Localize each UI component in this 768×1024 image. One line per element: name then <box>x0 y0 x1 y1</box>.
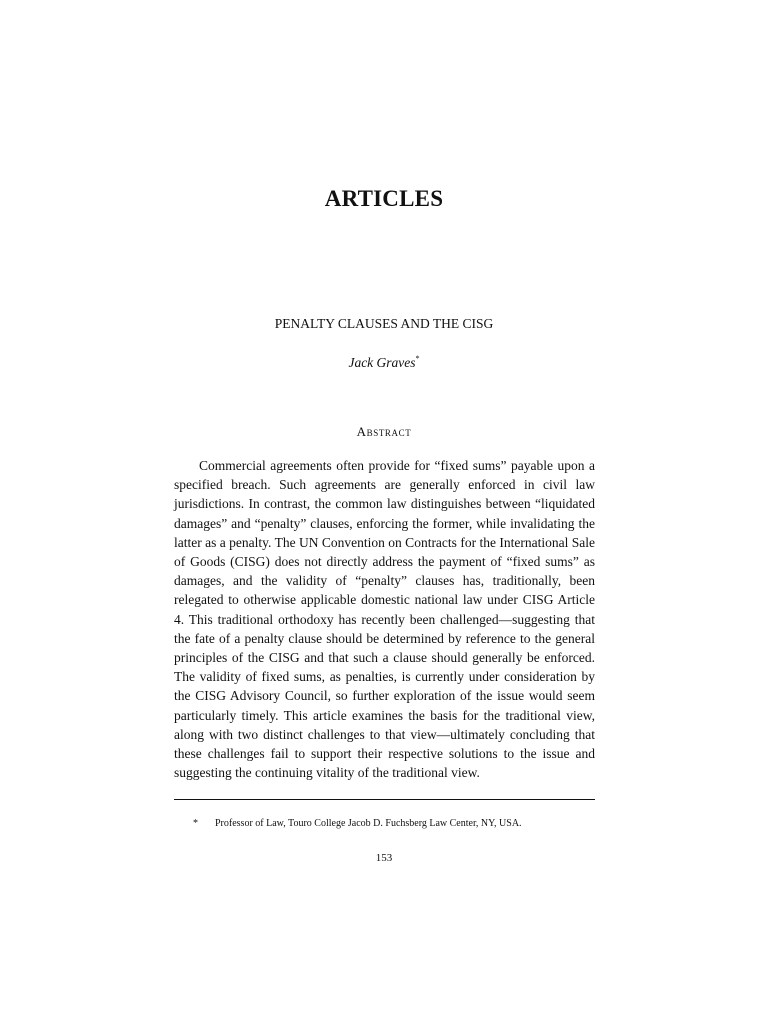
article-title: PENALTY CLAUSES AND THE CISG <box>274 316 494 331</box>
footnote-divider <box>174 799 595 800</box>
author-footnote-mark: * <box>415 354 420 363</box>
section-heading: ARTICLES <box>324 186 444 211</box>
author-line <box>0 354 768 371</box>
abstract-heading: Abstract <box>356 424 412 439</box>
author-name: Jack Graves <box>348 355 416 370</box>
footnote-text: Professor of Law, Touro College Jacob D. Fuchsberg Law Center, NY, USA. <box>215 818 522 829</box>
abstract-text: Commercial agreements often provide for “fixed sums” payable upon a specified breach. Such agreements are generally enforced in civil law jurisdictions. In contrast, the common law distinguishes between “liquidated damages” and “penalty” clauses, enforcing the former, while invalidating the latter as a penalty. The UN Convention on Contracts for the International Sale of Goods (CISG) does not directly address the payment of “fixed sums” as damages, and the validity of “penalty” clauses has, traditionally, been relegated to otherwise applicable domestic national law under CISG Article 4. This traditional orthodoxy has recently been challenged—suggesting that the fate of a penalty clause should be determined by reference to the general principles of the CISG and that such a clause should generally be enforced. The validity of fixed sums, as penalties, is currently under consideration by the CISG Advisory Council, so further exploration of the issue would seem particularly timely. This article examines the basis for the traditional view, along with two distinct challenges to that view—ultimately concluding that these challenges fail to support their respective solutions to the issue and suggesting the continuing vitality of the traditional view. <box>174 458 595 781</box>
page-number: 153 <box>375 852 393 864</box>
footnote <box>193 818 593 829</box>
footnote-mark: * <box>193 818 198 829</box>
